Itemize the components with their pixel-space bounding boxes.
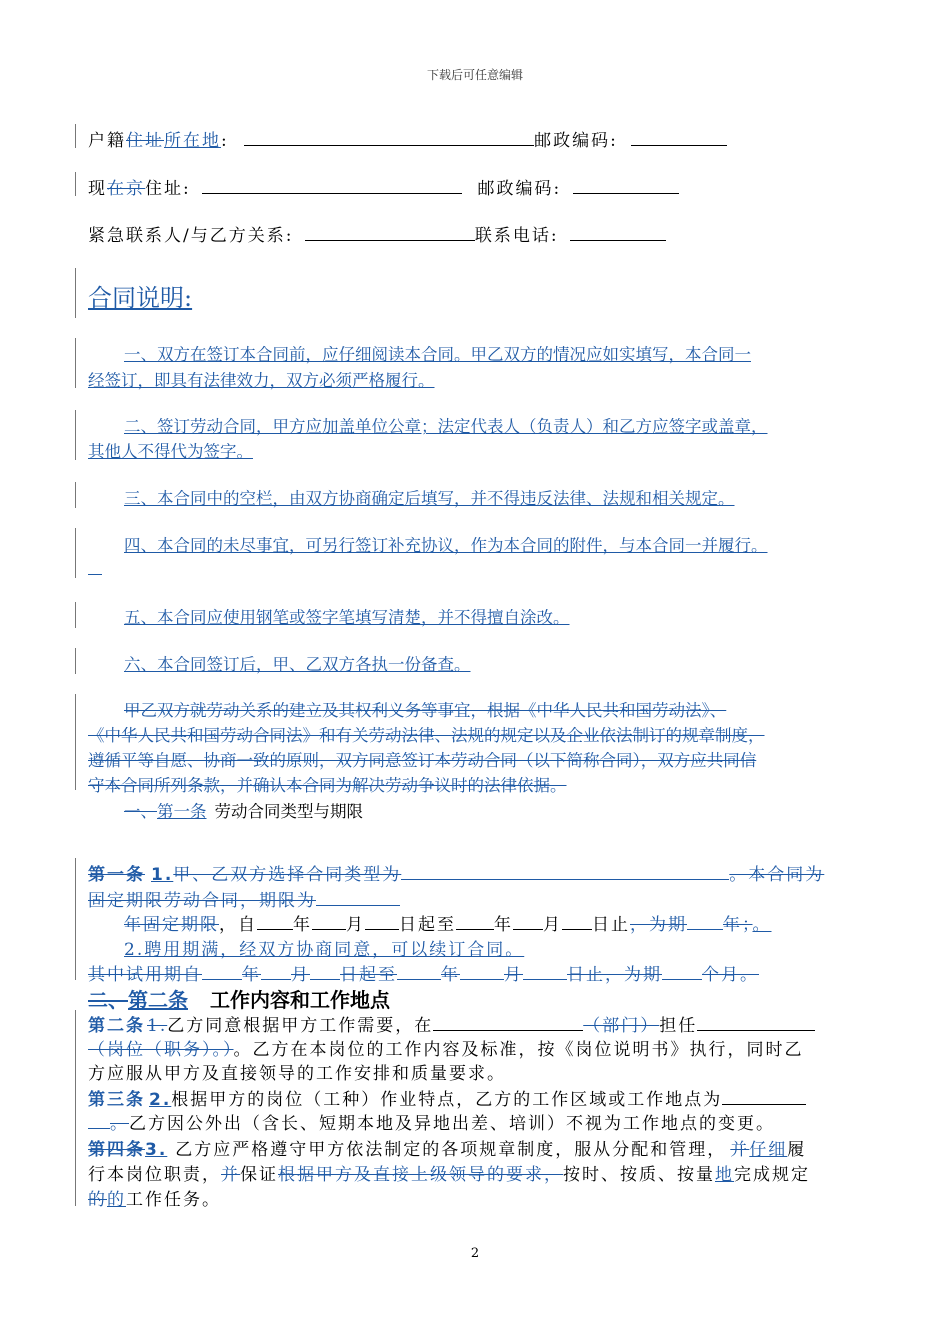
art1-clause2: 2.聘用期满，经双方协商同意，可以续订合同。 <box>124 940 525 960</box>
revision-bar <box>75 648 76 674</box>
revision-bar <box>75 410 76 460</box>
art1-clause1-line1: 第一条 1.甲、乙双方选择合同类型为 。本合同为 <box>88 865 825 885</box>
note-5: 五、本合同应使用钢笔或签字笔填写清楚，并不得擅自涂改。 <box>124 608 570 627</box>
revision-bar <box>75 482 76 508</box>
art2-clause2-line2: 。乙方因公外出（含长、短期本地及异地出差、培训）不视为工作地点的变更。 <box>88 1109 775 1134</box>
postcode2-blank[interactable] <box>573 177 679 194</box>
page-number: 2 <box>470 1246 480 1261</box>
art1-clause1-line2: 固定期限劳动合同，期限为 <box>88 886 400 911</box>
article2-heading: 二、第二条 工作内容和工作地点 <box>88 988 390 1012</box>
art2-clause2-line1: 第三条 2.根据甲方的岗位（工种）作业特点，乙方的工作区域或工作地点为 <box>88 1085 806 1110</box>
revision-bar <box>75 124 76 148</box>
art2-clause3-line1: 第四条3. 乙方应严格遵守甲方依法制定的各项规章制度，服从分配和管理， 并仔细履 <box>88 1140 807 1160</box>
note-4: 四、本合同的未尽事宜，可另行签订补充协议，作为本合同的附件，与本合同一并履行。 <box>124 536 768 555</box>
article1-heading: 一、第一条 劳动合同类型与期限 <box>124 802 363 821</box>
note-2-line1: 二、签订劳动合同，甲方应加盖单位公章；法定代表人（负责人）和乙方应签字或盖章， <box>124 417 768 436</box>
revision-bar <box>75 268 76 318</box>
note-3: 三、本合同中的空栏，由双方协商确定后填写，并不得违反法律、法规和相关规定。 <box>124 489 735 508</box>
page-header-note: 下载后可任意编辑 <box>426 68 523 82</box>
revision-bar <box>75 528 76 578</box>
art2-clause1-line1: 第二条 1.乙方同意根据甲方工作需要，在 （部门）担任 <box>88 1011 815 1036</box>
term-blank[interactable] <box>316 889 400 906</box>
note-2-line2: 其他人不得代为签字。 <box>88 442 253 461</box>
art2-clause1-line2: （岗位（职务）。）。乙方在本岗位的工作内容及标准，按《岗位说明书》执行，同时乙 <box>88 1040 804 1060</box>
address-blank[interactable] <box>202 177 462 194</box>
huji-blank[interactable] <box>244 129 534 146</box>
phone-blank[interactable] <box>570 224 666 241</box>
art1-clause3: 其中试用期自 年 月 日起至 年 月 日止，为期 个月。 <box>88 965 759 985</box>
preamble-line2: 《中华人民共和国劳动合同法》和有关劳动法律、法规的规定以及企业依法制订的规章制度， <box>88 726 765 745</box>
preamble-line3: 遵循平等自愿、协商一致的原则，双方同意签订本劳动合同（以下简称合同），双方应共同信 <box>88 751 757 770</box>
emergency-blank[interactable] <box>305 224 475 241</box>
huji-line: 户籍住址所在地: 邮政编码: <box>88 126 727 151</box>
revision-bar <box>75 602 76 628</box>
preamble-line4: 守本合同所列条款，并确认本合同为解决劳动争议时的法律依据。 <box>88 776 567 795</box>
notes-title: 合同说明: <box>88 284 193 312</box>
note-1-line2: 经签订，即具有法律效力，双方必须严格履行。 <box>88 371 435 390</box>
revision-bar <box>75 1010 76 1206</box>
note-4-tail <box>88 560 102 575</box>
current-address-line: 现在京住址: 邮政编码: <box>88 174 679 199</box>
preamble-line1: 甲乙双方就劳动关系的建立及其权利义务等事宜，根据《中华人民共和国劳动法》、 <box>124 701 727 720</box>
art2-clause3-line3: 的的工作任务。 <box>88 1190 221 1210</box>
contract-type-blank[interactable] <box>401 863 729 880</box>
postcode1-blank[interactable] <box>631 129 727 146</box>
art2-clause3-line2: 行本岗位职责，并保证根据甲方及直接上级领导的要求，按时、按质、按量地完成规定 <box>88 1165 810 1185</box>
revision-bar <box>75 338 76 388</box>
note-6: 六、本合同签订后，甲、乙双方各执一份备查。 <box>124 655 471 674</box>
revision-bar <box>75 172 76 196</box>
art1-clause1-line3: 年固定期限，自 年 月 日起至 年 月 日止，为期 年；。 <box>124 915 772 935</box>
revision-bar <box>75 694 76 790</box>
note-1-line1: 一、双方在签订本合同前，应仔细阅读本合同。甲乙双方的情况应如实填写，本合同一 <box>124 345 751 364</box>
art2-clause1-line3: 方应服从甲方及直接领导的工作安排和质量要求。 <box>88 1064 506 1084</box>
revision-bar <box>75 858 76 980</box>
emergency-line: 紧急联系人/与乙方关系: 联系电话: <box>88 221 666 246</box>
